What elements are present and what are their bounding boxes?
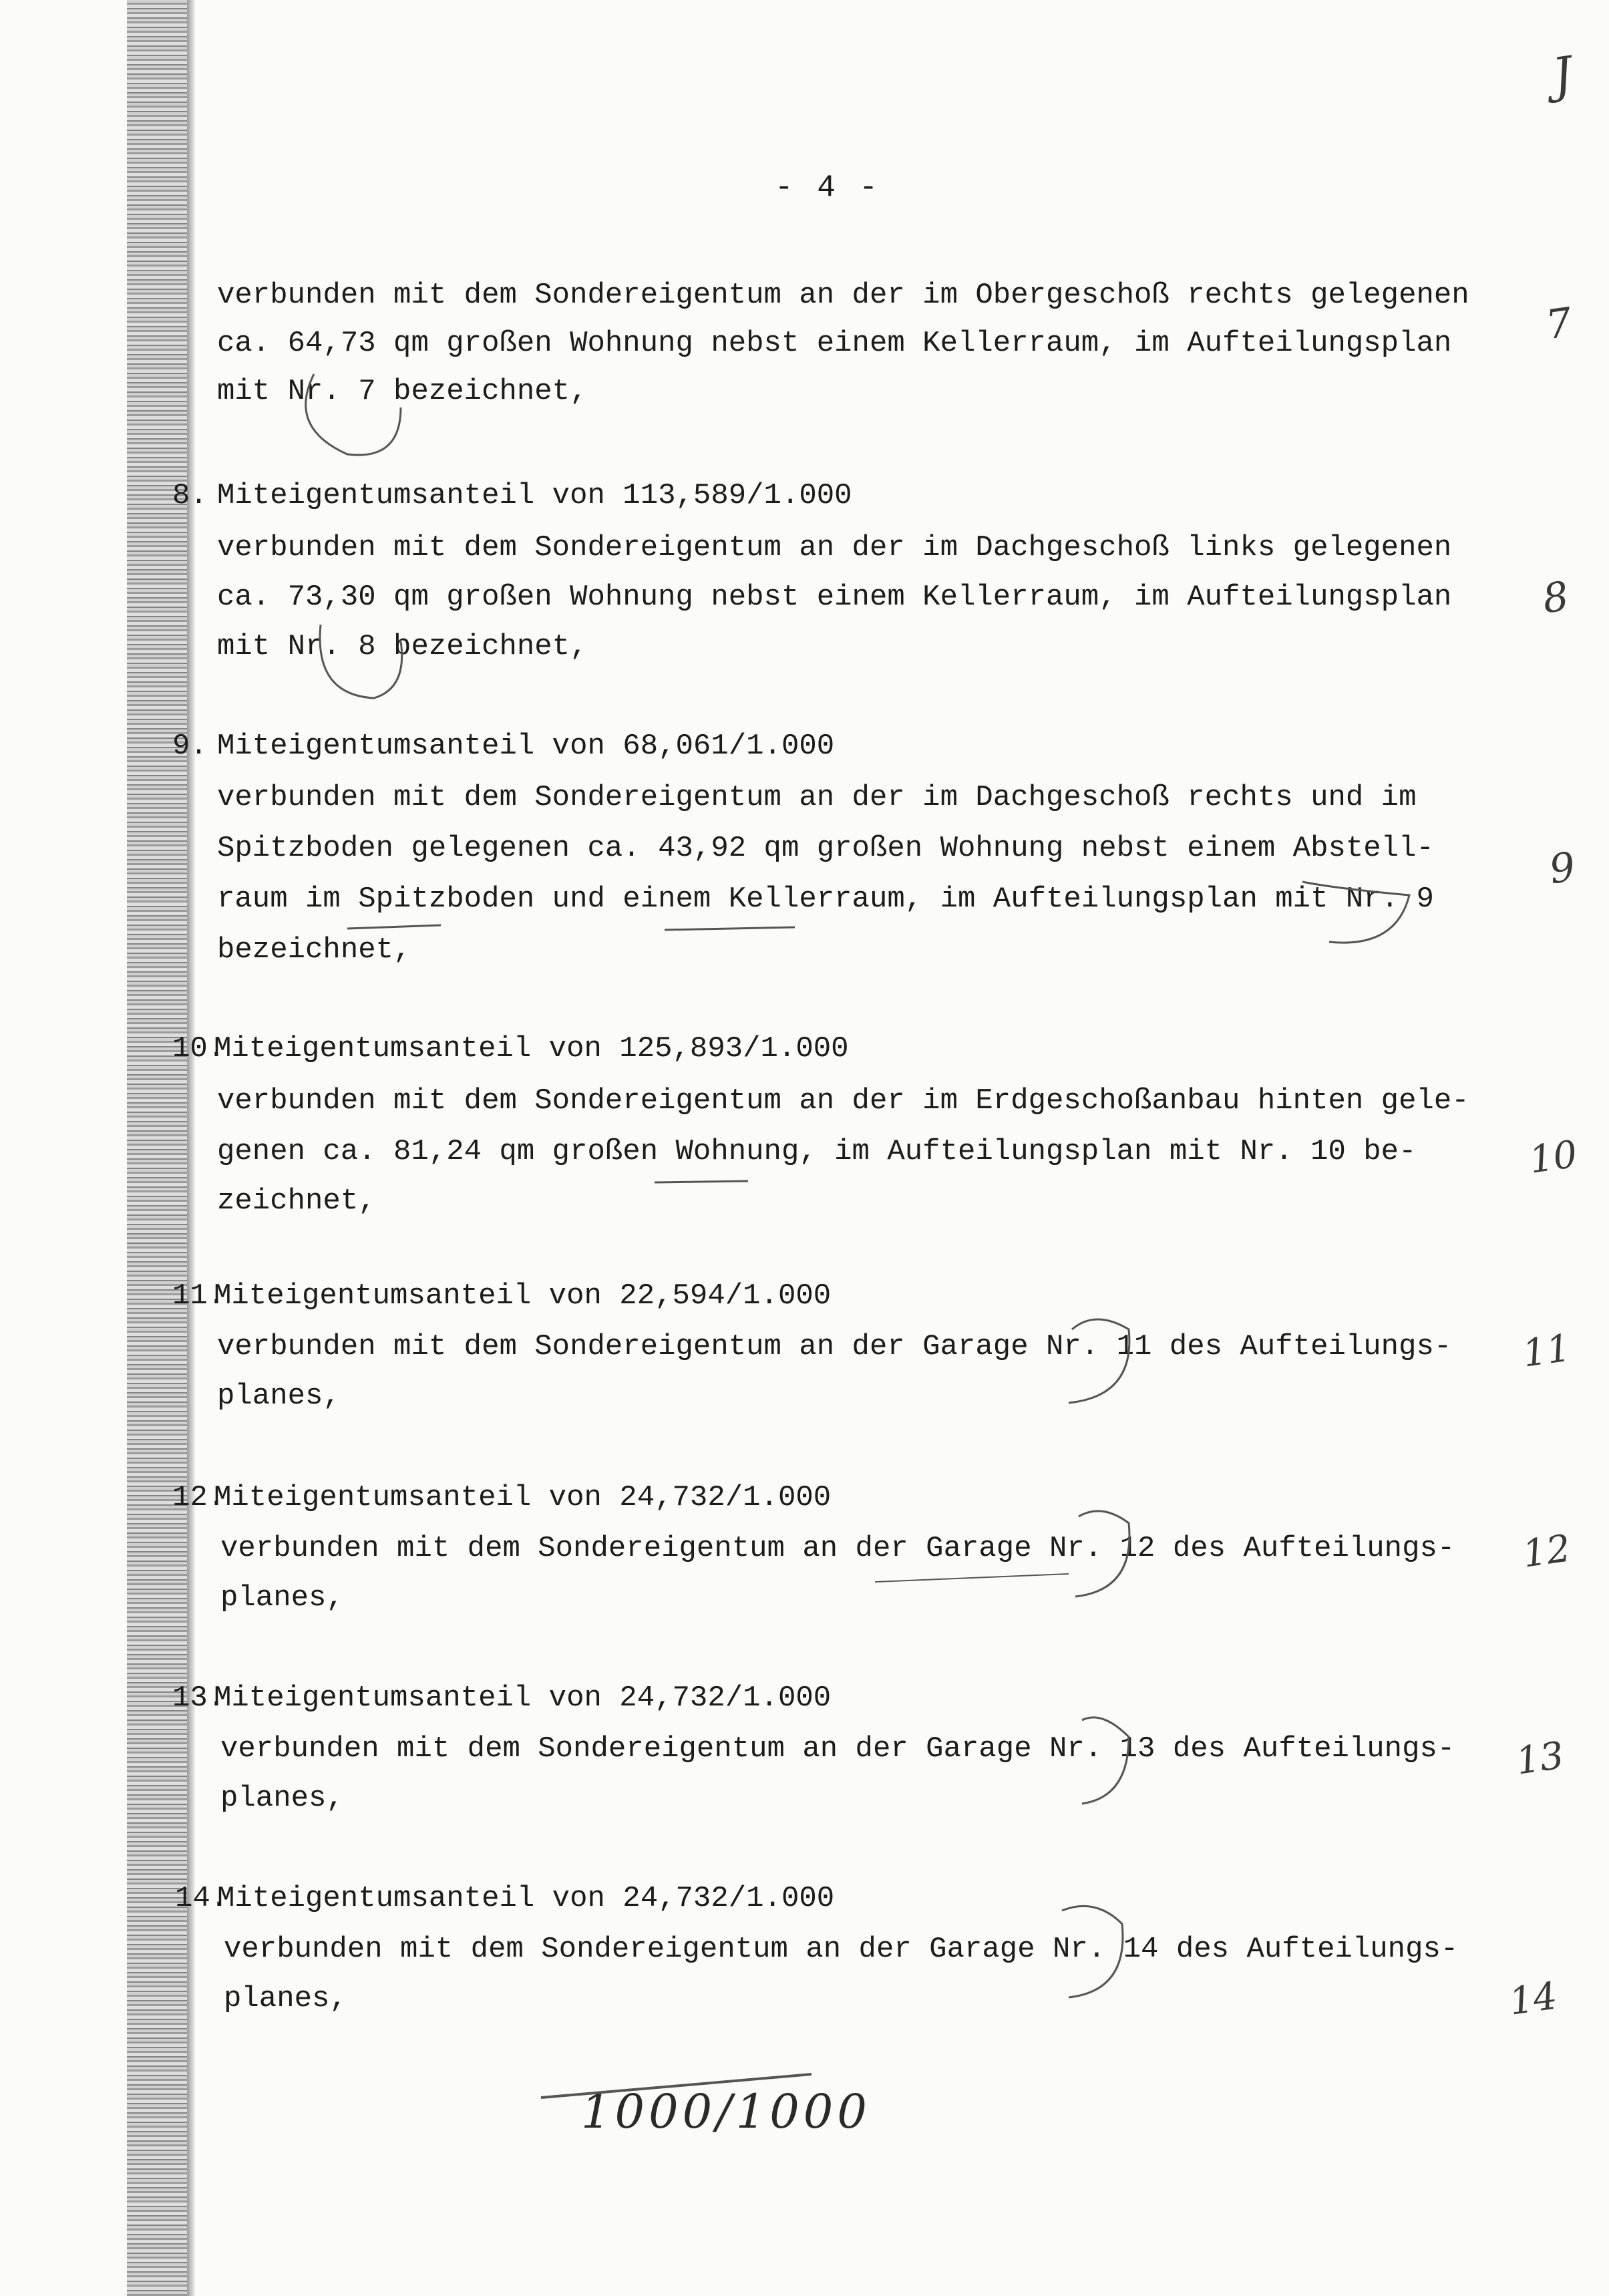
page-number: - 4 - [775, 170, 881, 205]
item-line: verbunden mit dem Sondereigentum an der Garage Nr. 12 des Aufteilungs- [220, 1532, 1455, 1565]
item-line: planes, [217, 1379, 341, 1413]
item-title: Miteigentumsanteil von 22,594/1.000 [214, 1279, 832, 1313]
intro-line-3: mit Nr. 7 bezeichnet, [217, 375, 588, 408]
item-title: Miteigentumsanteil von 24,732/1.000 [214, 1481, 832, 1514]
item-title: Miteigentumsanteil von 113,589/1.000 [217, 479, 852, 512]
margin-mark: 12 [1519, 1526, 1574, 1577]
item-line: verbunden mit dem Sondereigentum an der Garage Nr. 11 des Aufteilungs- [217, 1330, 1452, 1363]
margin-mark: 9 [1546, 843, 1578, 894]
item-number: 8. [172, 479, 208, 512]
margin-mark: 8 [1540, 572, 1572, 623]
underline-mark [875, 1574, 1069, 1582]
handwritten-total: 1000/1000 [581, 2084, 871, 2139]
item-line: genen ca. 81,24 qm großen Wohnung, im Aufteilungsplan mit Nr. 10 be- [217, 1135, 1417, 1168]
item-number: 14. [175, 1882, 228, 1915]
underline-mark [347, 925, 441, 929]
item-number: 12. [172, 1481, 226, 1514]
item-number: 11. [172, 1279, 226, 1313]
item-line: raum im Spitzboden und einem Kellerraum, im Aufteilungsplan mit Nr. 9 [217, 882, 1434, 916]
item-line: verbunden mit dem Sondereigentum an der Garage Nr. 14 des Aufteilungs- [224, 1933, 1459, 1966]
item-line: verbunden mit dem Sondereigentum an der im Erdgeschoßanbau hinten gele- [217, 1084, 1469, 1118]
item-line: bezeichnet, [217, 933, 411, 967]
item-line: planes, [220, 1782, 344, 1815]
intro-line-1: verbunden mit dem Sondereigentum an der im Obergeschoß rechts gelegenen [217, 279, 1469, 312]
item-line: planes, [224, 1982, 347, 2015]
binding-edge [187, 0, 195, 2296]
item-number: 13. [172, 1681, 226, 1715]
margin-mark: J [1549, 45, 1576, 104]
item-line: ca. 73,30 qm großen Wohnung nebst einem Kellerraum, im Aufteilungsplan [217, 581, 1452, 614]
item-title: Miteigentumsanteil von 125,893/1.000 [214, 1032, 849, 1065]
underline-mark [655, 1181, 748, 1182]
margin-mark: 7 [1543, 299, 1575, 349]
margin-mark: 13 [1513, 1734, 1567, 1784]
margin-mark: 14 [1506, 1974, 1560, 2024]
item-number: 10. [172, 1032, 226, 1065]
item-line: zeichnet, [217, 1184, 376, 1218]
margin-mark: 10 [1526, 1132, 1580, 1182]
item-title: Miteigentumsanteil von 24,732/1.000 [214, 1681, 832, 1715]
item-title: Miteigentumsanteil von 24,732/1.000 [217, 1882, 835, 1915]
item-line: verbunden mit dem Sondereigentum an der im Dachgeschoß rechts und im [217, 781, 1417, 814]
item-line: mit Nr. 8 bezeichnet, [217, 630, 588, 663]
underline-mark [665, 927, 795, 930]
item-number: 9. [172, 729, 208, 763]
margin-mark: 11 [1519, 1326, 1574, 1376]
binding-shadow [127, 0, 194, 2296]
item-line: planes, [220, 1581, 344, 1615]
intro-line-2: ca. 64,73 qm großen Wohnung nebst einem Kellerraum, im Aufteilungsplan [217, 327, 1452, 360]
item-title: Miteigentumsanteil von 68,061/1.000 [217, 729, 835, 763]
item-line: verbunden mit dem Sondereigentum an der im Dachgeschoß links gelegenen [217, 531, 1452, 564]
item-line: verbunden mit dem Sondereigentum an der Garage Nr. 13 des Aufteilungs- [220, 1732, 1455, 1766]
item-line: Spitzboden gelegenen ca. 43,92 qm großen Wohnung nebst einem Abstell- [217, 832, 1434, 865]
